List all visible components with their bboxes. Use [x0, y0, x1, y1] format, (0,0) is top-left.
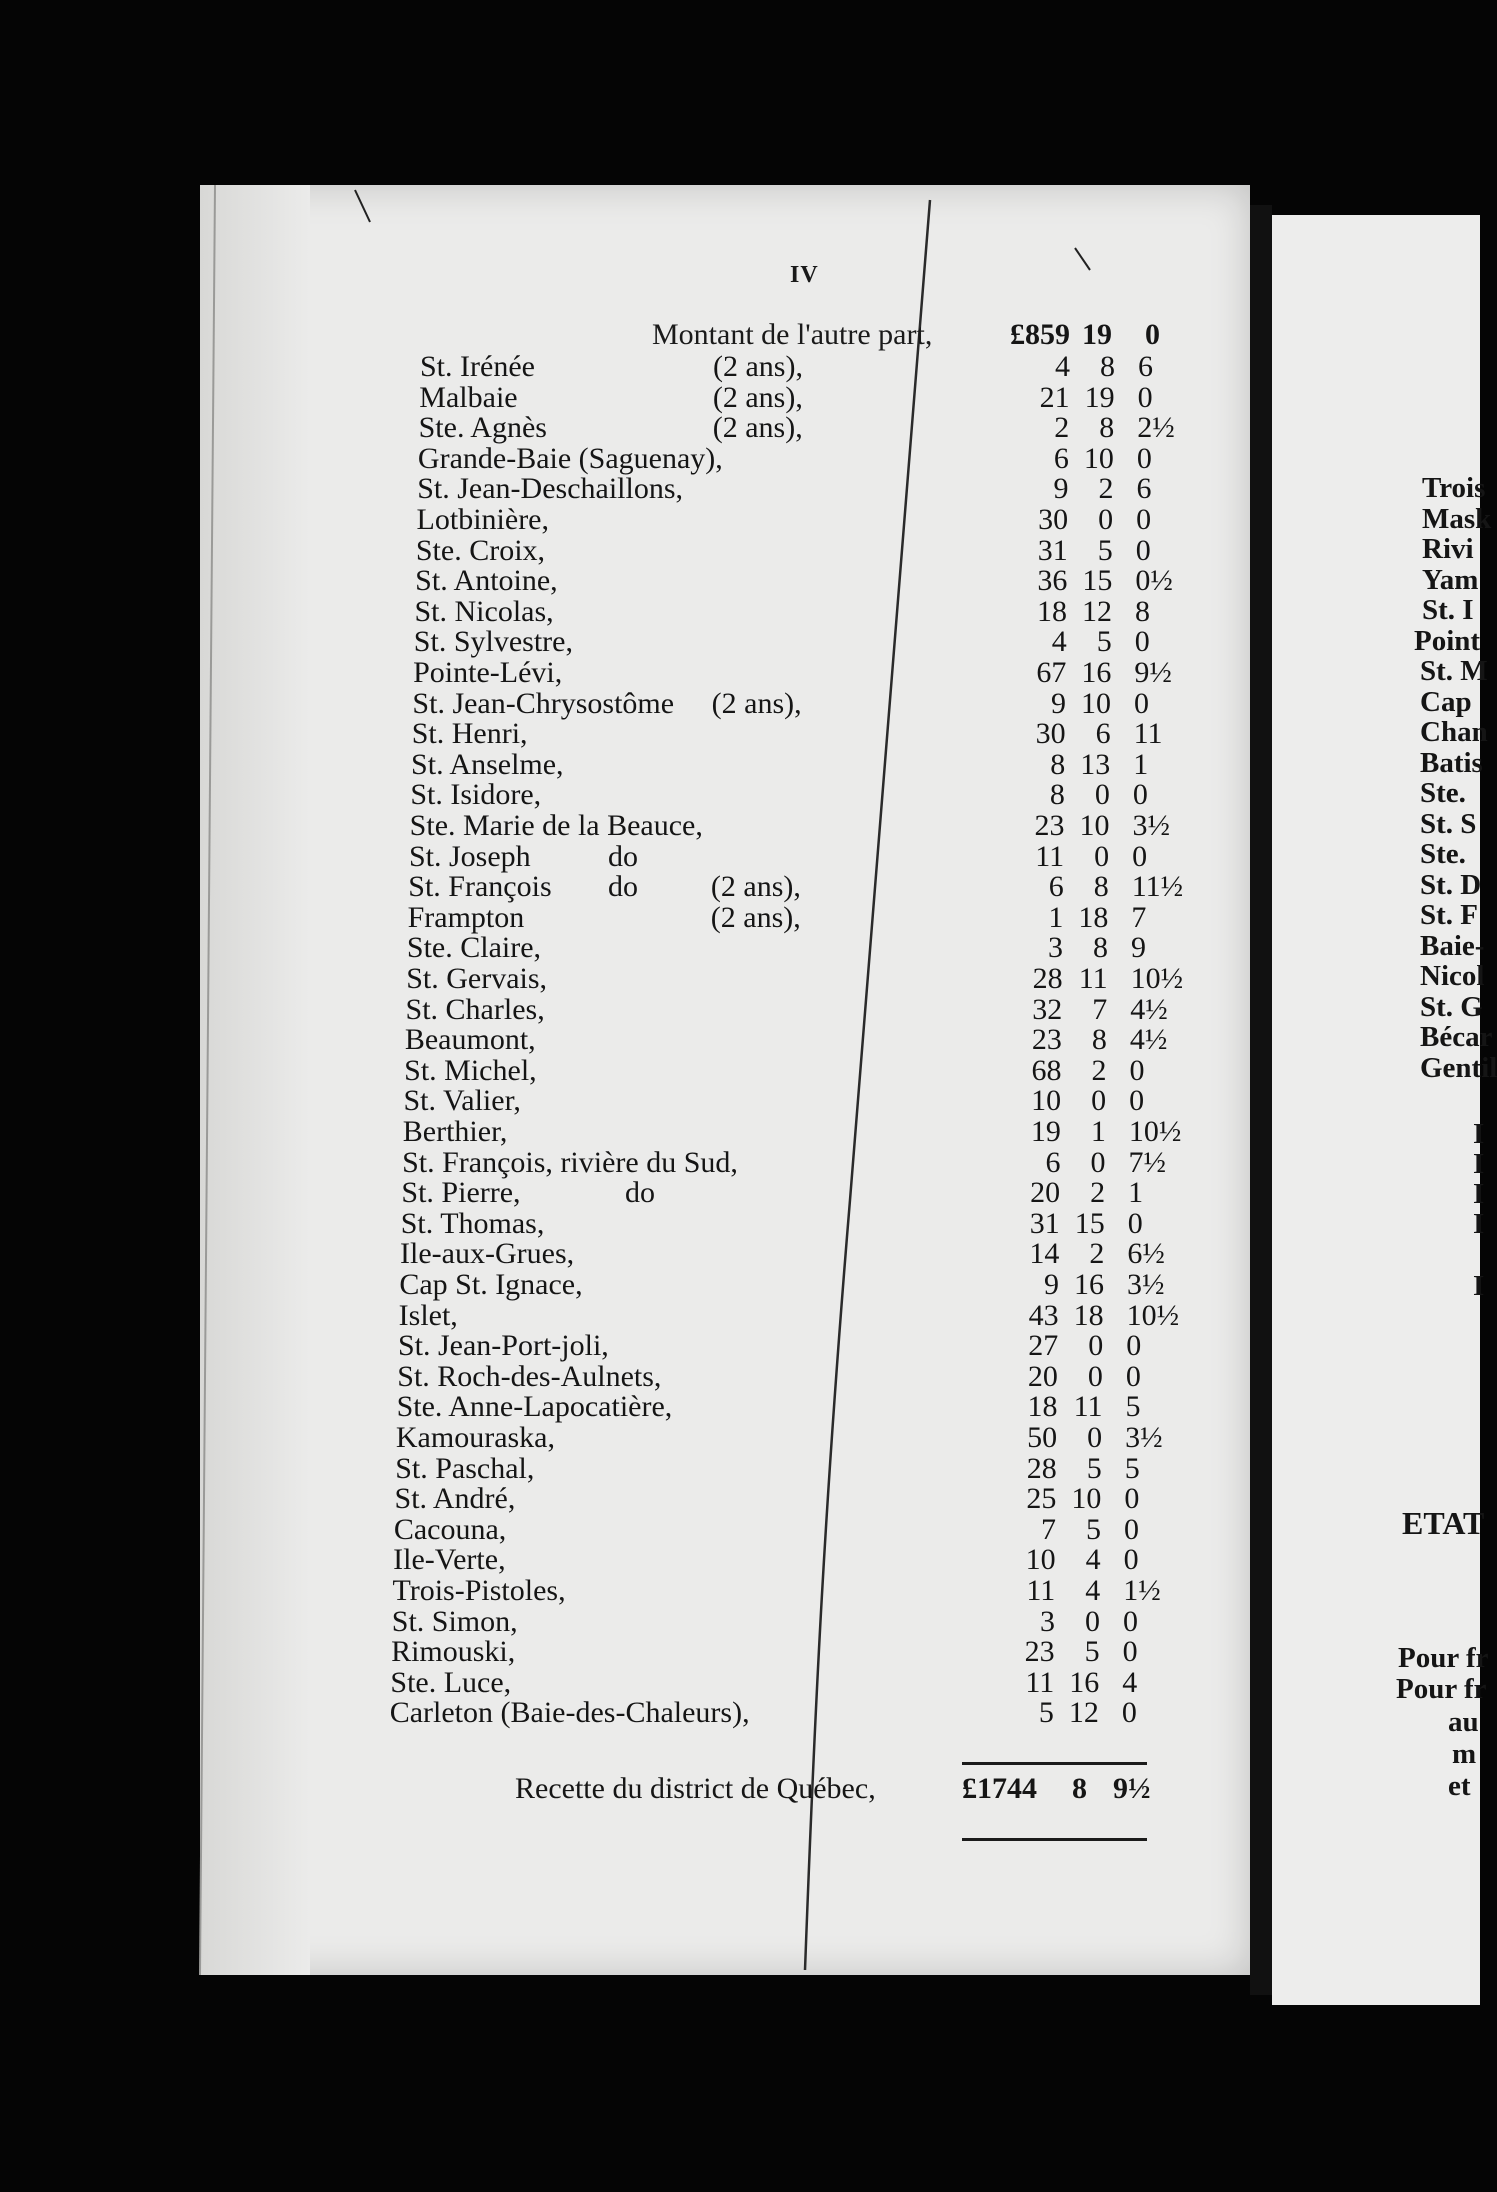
- ledger-row: [0, 687, 1250, 718]
- pence-value: 2½: [1137, 411, 1175, 445]
- facing-page-line: St. S: [1420, 807, 1477, 840]
- ledger-row: [0, 870, 1250, 904]
- shillings-value: 1: [1090, 1115, 1106, 1148]
- ledger-row: [0, 809, 1250, 840]
- pence-value: 3½: [1132, 809, 1170, 842]
- pounds-value: 20: [1027, 1359, 1058, 1393]
- pence-value: 0: [1133, 686, 1149, 720]
- pounds-value: 31: [1029, 1206, 1060, 1240]
- pence-value: 1½: [1123, 1574, 1161, 1607]
- facing-page-line: Ste.: [1420, 838, 1466, 870]
- pounds-value: 10: [1025, 1543, 1056, 1577]
- ledger-row: [0, 472, 1250, 506]
- parish-name: Kamouraska,: [395, 1421, 556, 1454]
- facing-page-fragment: I: [1473, 1118, 1485, 1150]
- ledger-row: [0, 748, 1250, 779]
- parish-name: Trois-Pistoles,: [392, 1574, 566, 1607]
- pounds-value: 6: [1053, 441, 1069, 475]
- parish-name: St. Roch-des-Aulnets,: [397, 1359, 662, 1393]
- shillings-value: 16: [1081, 656, 1112, 689]
- pence-value: 1: [1128, 1176, 1144, 1210]
- pence-value: 4½: [1130, 992, 1168, 1026]
- pence-value: 0: [1134, 625, 1150, 659]
- pence-value: 0: [1136, 441, 1152, 475]
- pounds-value: 10: [1031, 1084, 1062, 1118]
- pence-value: 0: [1132, 839, 1148, 873]
- ledger-row: [0, 901, 1250, 932]
- pence-value: 0: [1125, 1359, 1141, 1393]
- pence-value: 3½: [1125, 1421, 1163, 1454]
- pounds-value: 30: [1038, 503, 1069, 536]
- shillings-value: 2: [1089, 1237, 1105, 1271]
- facing-page-line: Yam: [1422, 563, 1479, 596]
- shillings-value: 2: [1091, 1053, 1107, 1087]
- facing-page-line: Baie-: [1420, 929, 1485, 962]
- pounds-value: 4: [1051, 625, 1067, 659]
- pounds-value: 36: [1037, 564, 1068, 598]
- years-note: (2 ans),: [710, 870, 801, 904]
- pence-value: 0: [1124, 1512, 1140, 1546]
- parish-name: St. Pierre,: [401, 1176, 521, 1210]
- ledger-row: [0, 411, 1250, 445]
- shillings-value: 10: [1080, 686, 1111, 720]
- pounds-value: 14: [1029, 1237, 1060, 1271]
- ditto-mark: do: [625, 1176, 655, 1210]
- facing-page-line: St. M: [1420, 655, 1488, 687]
- pence-value: 11: [1133, 717, 1163, 751]
- shillings-value: 0: [1088, 1329, 1104, 1363]
- ledger-row: [0, 717, 1250, 751]
- pence-value: 0: [1136, 503, 1152, 536]
- ledger-row: [0, 1513, 1250, 1544]
- pounds-value: 2: [1054, 411, 1070, 445]
- ledger-row: [0, 1360, 1250, 1391]
- total-pounds: £1744: [962, 1772, 1037, 1805]
- facing-page-fragment: I: [1473, 1270, 1485, 1302]
- parish-name: Cap St. Ignace,: [399, 1268, 583, 1301]
- pence-value: 0: [1132, 778, 1148, 812]
- shillings-value: 6: [1095, 717, 1111, 751]
- facing-page-line: Ste.: [1420, 777, 1466, 809]
- ledger-row: [0, 1329, 1250, 1363]
- parish-name: St. Irénée: [420, 350, 535, 383]
- shillings-value: 16: [1069, 1665, 1100, 1699]
- facing-page-line: Pour fr: [1398, 1642, 1489, 1674]
- shillings-value: 0: [1090, 1145, 1106, 1179]
- ledger-row: [0, 1023, 1250, 1057]
- shillings-value: 0: [1094, 839, 1110, 873]
- parish-name: St. Joseph: [408, 839, 531, 873]
- ledger-row: [0, 1268, 1250, 1299]
- parish-name: St. Jean-Deschaillons,: [417, 472, 684, 506]
- facing-page-line: Point: [1414, 624, 1481, 657]
- shillings-value: 0: [1084, 1604, 1100, 1638]
- pence-value: 0: [1126, 1329, 1142, 1363]
- ledger-row: [0, 350, 1250, 381]
- shillings-value: 15: [1074, 1206, 1105, 1240]
- facing-page-line: St. F: [1420, 899, 1478, 931]
- shillings-value: 15: [1082, 564, 1113, 598]
- ledger-row: [0, 625, 1250, 659]
- ledger-row: [0, 1054, 1250, 1085]
- parish-name: St. Valier,: [403, 1084, 521, 1118]
- ledger-row: [0, 962, 1250, 993]
- ledger-row: [0, 1146, 1250, 1177]
- pounds-value: 21: [1039, 380, 1070, 414]
- ledger-row: [0, 656, 1250, 687]
- parish-name: St. Sylvestre,: [413, 625, 573, 659]
- pounds-value: 18: [1027, 1390, 1058, 1424]
- ledger-row: [0, 1176, 1250, 1210]
- pounds-value: 67: [1036, 656, 1067, 689]
- parish-name: St. André,: [394, 1482, 516, 1516]
- parish-name: St. Isidore,: [410, 778, 542, 812]
- shillings-value: 18: [1078, 900, 1109, 934]
- parish-name: Islet,: [398, 1298, 458, 1332]
- pence-value: 0: [1137, 380, 1153, 414]
- shillings-value: 8: [1091, 1023, 1107, 1057]
- ledger-row: [0, 1299, 1250, 1330]
- pounds-value: 9: [1043, 1268, 1059, 1301]
- pence-value: 5: [1124, 1451, 1140, 1485]
- shillings-value: 5: [1097, 533, 1113, 567]
- shillings-value: 16: [1073, 1268, 1104, 1301]
- pounds-value: 8: [1049, 778, 1065, 812]
- pence-value: 4½: [1129, 1023, 1168, 1057]
- facing-page-line: Chan: [1420, 716, 1488, 748]
- ledger-row: [0, 931, 1250, 965]
- shillings-value: 8: [1093, 931, 1109, 965]
- parish-name: St. François, rivière du Sud,: [402, 1145, 738, 1179]
- ledger-row: [0, 1635, 1250, 1669]
- pence-value: 0: [1122, 1635, 1138, 1669]
- facing-page-line: Cap: [1420, 685, 1472, 718]
- shillings-value: 12: [1068, 1696, 1099, 1730]
- pence-value: 0: [1129, 1084, 1145, 1118]
- pounds-value: 23: [1031, 1023, 1062, 1057]
- parish-name: Ile-aux-Grues,: [400, 1237, 575, 1271]
- parish-name: Berthier,: [402, 1115, 508, 1148]
- shillings-value: 2: [1090, 1176, 1106, 1210]
- pence-value: 0: [1123, 1543, 1139, 1577]
- carried-forward-shillings: 19: [1082, 318, 1112, 351]
- shillings-value: 13: [1080, 747, 1111, 781]
- facing-page-line: Nicol: [1420, 960, 1485, 992]
- shillings-value: 4: [1085, 1543, 1101, 1577]
- parish-name: Rimouski,: [391, 1635, 516, 1669]
- parish-name: St. Jean-Port-joli,: [397, 1329, 609, 1363]
- pounds-value: 23: [1034, 809, 1065, 842]
- pounds-value: 28: [1032, 962, 1063, 995]
- ditto-mark: do: [608, 870, 638, 904]
- pence-value: 3½: [1126, 1268, 1165, 1301]
- ledger-row: [0, 1543, 1250, 1577]
- total-top-rule: [962, 1762, 1147, 1765]
- parish-name: St. Antoine,: [415, 564, 558, 598]
- total-pence: 9½: [1113, 1772, 1151, 1805]
- total-shillings: 8: [1072, 1772, 1087, 1805]
- parish-name: Ste. Claire,: [406, 931, 542, 965]
- pounds-value: 19: [1030, 1115, 1061, 1148]
- pounds-value: 43: [1028, 1298, 1059, 1332]
- parish-name: Ste. Agnès: [418, 411, 547, 445]
- shillings-value: 10: [1083, 441, 1114, 475]
- pounds-value: 68: [1031, 1053, 1062, 1087]
- shillings-value: 2: [1098, 472, 1114, 506]
- ledger-row: [0, 1574, 1250, 1605]
- shillings-value: 0: [1087, 1421, 1103, 1454]
- shillings-value: 0: [1091, 1084, 1107, 1118]
- shillings-value: 0: [1098, 503, 1114, 536]
- pence-value: 10½: [1128, 1115, 1182, 1148]
- pence-value: 0: [1124, 1482, 1140, 1516]
- facing-page-line: Gentil: [1420, 1051, 1497, 1084]
- shillings-value: 18: [1073, 1298, 1104, 1332]
- pounds-value: 20: [1030, 1176, 1061, 1210]
- pounds-value: 11: [1025, 1665, 1055, 1699]
- pence-value: 6: [1138, 350, 1153, 383]
- pounds-value: 4: [1055, 350, 1070, 383]
- pence-value: 0: [1135, 533, 1151, 567]
- ledger-row: [0, 1666, 1250, 1697]
- pence-value: 10½: [1130, 962, 1184, 995]
- years-note: (2 ans),: [713, 350, 803, 383]
- pounds-value: 18: [1037, 594, 1068, 628]
- carried-forward-pounds: £859: [1010, 318, 1070, 351]
- total-bottom-rule: [962, 1838, 1147, 1841]
- facing-page-line: Pour fr: [1396, 1673, 1487, 1705]
- shillings-value: 8: [1093, 870, 1109, 904]
- shillings-value: 5: [1086, 1451, 1102, 1485]
- facing-page-line: Mask: [1422, 502, 1492, 535]
- pence-value: 9½: [1134, 656, 1172, 689]
- ledger-row: [0, 1452, 1250, 1483]
- parish-name: St. Charles,: [405, 992, 545, 1026]
- shillings-value: 11: [1078, 962, 1108, 995]
- parish-name: Beaumont,: [404, 1023, 536, 1057]
- pounds-value: 7: [1041, 1512, 1057, 1546]
- parish-name: Carleton (Baie-des-Chaleurs),: [389, 1696, 750, 1730]
- facing-page-line: St. G: [1420, 990, 1483, 1023]
- page-folio: IV: [790, 262, 819, 288]
- ledger-row: [0, 1207, 1250, 1238]
- pounds-value: 27: [1028, 1329, 1059, 1363]
- parish-name: Ste. Luce,: [390, 1665, 512, 1699]
- ledger-row: [0, 993, 1250, 1024]
- shillings-value: 8: [1100, 350, 1115, 383]
- parish-name: St. Henri,: [411, 717, 528, 751]
- pounds-value: 5: [1038, 1696, 1054, 1730]
- shillings-value: 19: [1084, 380, 1115, 414]
- facing-page-line: Batis: [1420, 746, 1483, 779]
- ledger-row: [0, 1421, 1250, 1452]
- parish-name: Malbaie: [419, 380, 518, 414]
- carried-forward-row: [0, 318, 1250, 349]
- shillings-value: 5: [1086, 1512, 1102, 1546]
- ditto-mark: do: [608, 839, 638, 873]
- parish-name: Lotbinière,: [416, 503, 549, 536]
- parish-name: St. Simon,: [391, 1604, 518, 1638]
- shillings-value: 5: [1096, 625, 1112, 659]
- pence-value: 7: [1131, 900, 1147, 934]
- pounds-value: 32: [1032, 992, 1063, 1026]
- facing-page-line: Trois: [1422, 472, 1486, 504]
- parish-name: St. Nicolas,: [414, 594, 554, 628]
- pence-value: 7½: [1128, 1145, 1166, 1179]
- pence-value: 0: [1127, 1206, 1143, 1240]
- parish-name: St. Michel,: [404, 1053, 537, 1087]
- ledger-row: [0, 1696, 1250, 1730]
- ledger-row: [0, 1237, 1250, 1271]
- pounds-value: 3: [1039, 1604, 1055, 1638]
- shillings-value: 10: [1079, 809, 1110, 842]
- ledger-row: [0, 1390, 1250, 1424]
- parish-name: St. Jean-Chrysostôme: [412, 686, 675, 720]
- parish-name: Ste. Croix,: [415, 533, 546, 567]
- facing-page-line: Rivi: [1422, 533, 1474, 565]
- book-gutter: [1250, 205, 1272, 1995]
- years-note: (2 ans),: [712, 380, 803, 414]
- years-note: (2 ans),: [712, 411, 803, 445]
- ledger-row: [0, 1605, 1250, 1636]
- pence-value: 6: [1136, 472, 1152, 506]
- shillings-value: 8: [1099, 411, 1115, 445]
- pounds-value: 9: [1050, 686, 1066, 720]
- years-note: (2 ans),: [711, 686, 802, 720]
- facing-page-fragment: I: [1473, 1178, 1485, 1210]
- facing-page-line: Bécar: [1420, 1021, 1493, 1053]
- pounds-value: 23: [1024, 1635, 1055, 1669]
- pence-value: 9: [1131, 931, 1147, 965]
- pence-value: 5: [1125, 1390, 1141, 1424]
- ledger-row: [0, 1482, 1250, 1516]
- parish-name: Ste. Marie de la Beauce,: [409, 809, 703, 842]
- pence-value: 11½: [1131, 870, 1184, 904]
- ledger-row: [0, 778, 1250, 812]
- parish-name: St. Anselme,: [411, 747, 564, 781]
- shillings-value: 5: [1084, 1635, 1100, 1669]
- ledger-row: [0, 564, 1250, 598]
- pounds-value: 6: [1048, 870, 1064, 904]
- parish-name: St. Thomas,: [400, 1206, 545, 1240]
- facing-page-line: et: [1448, 1770, 1471, 1802]
- pounds-value: 25: [1026, 1482, 1057, 1516]
- facing-page-heading: ETAT: [1402, 1505, 1485, 1541]
- parish-name: Ile-Verte,: [393, 1543, 506, 1577]
- pence-value: 0: [1129, 1053, 1145, 1087]
- ledger-row: [0, 503, 1250, 534]
- ledger-row: [0, 1084, 1250, 1118]
- parish-name: Pointe-Lévi,: [413, 656, 563, 689]
- pounds-value: 28: [1026, 1451, 1057, 1485]
- ledger-row: [0, 1115, 1250, 1146]
- shillings-value: 0: [1087, 1359, 1103, 1393]
- pence-value: 8: [1135, 594, 1151, 628]
- ledger-row: [0, 595, 1250, 626]
- parish-name: St. Gervais,: [406, 962, 548, 995]
- pounds-value: 6: [1045, 1145, 1061, 1179]
- shillings-value: 12: [1082, 594, 1113, 628]
- pence-value: 0: [1121, 1696, 1137, 1730]
- carried-forward-pence: 0: [1145, 318, 1160, 351]
- facing-page-fragment: I: [1473, 1148, 1485, 1180]
- pence-value: 10½: [1126, 1298, 1180, 1332]
- carried-forward-label: Montant de l'autre part,: [652, 318, 933, 351]
- pounds-value: 11: [1026, 1574, 1056, 1607]
- pence-value: 0½: [1135, 564, 1173, 598]
- pounds-value: 50: [1027, 1421, 1058, 1454]
- pounds-value: 9: [1053, 472, 1069, 506]
- parish-name: Cacouna,: [393, 1512, 507, 1546]
- pounds-value: 8: [1050, 747, 1066, 781]
- ledger-row: [0, 442, 1250, 473]
- pounds-value: 31: [1037, 533, 1068, 567]
- ledger-row: [0, 534, 1250, 565]
- facing-page-fragment: I: [1473, 1208, 1485, 1240]
- pence-value: 4: [1122, 1665, 1138, 1699]
- total-label: Recette du district de Québec,: [515, 1772, 876, 1805]
- shillings-value: 10: [1071, 1482, 1102, 1516]
- pence-value: 6½: [1127, 1237, 1165, 1271]
- parish-name: Grande-Baie (Saguenay),: [417, 441, 723, 475]
- parish-name: Ste. Anne-Lapocatière,: [396, 1390, 673, 1424]
- pounds-value: 3: [1048, 931, 1064, 965]
- years-note: (2 ans),: [710, 900, 801, 934]
- ledger-row: [0, 840, 1250, 871]
- shillings-value: 7: [1092, 992, 1108, 1026]
- shillings-value: 4: [1085, 1574, 1101, 1607]
- parish-name: St. Paschal,: [395, 1451, 535, 1485]
- shillings-value: 11: [1073, 1390, 1103, 1424]
- facing-page-line: au: [1448, 1706, 1479, 1738]
- pounds-value: 1: [1048, 900, 1064, 934]
- pounds-value: 11: [1035, 839, 1065, 873]
- facing-page-line: St. I: [1422, 594, 1474, 626]
- ledger-row: [0, 381, 1250, 412]
- facing-page-line: St. D: [1420, 868, 1482, 901]
- parish-name: Frampton: [407, 900, 525, 934]
- facing-page-line: m: [1452, 1738, 1477, 1770]
- pence-value: 0: [1122, 1604, 1138, 1638]
- pence-value: 1: [1133, 747, 1149, 781]
- pounds-value: 30: [1035, 717, 1066, 751]
- parish-name: St. François: [408, 870, 552, 904]
- shillings-value: 0: [1094, 778, 1110, 812]
